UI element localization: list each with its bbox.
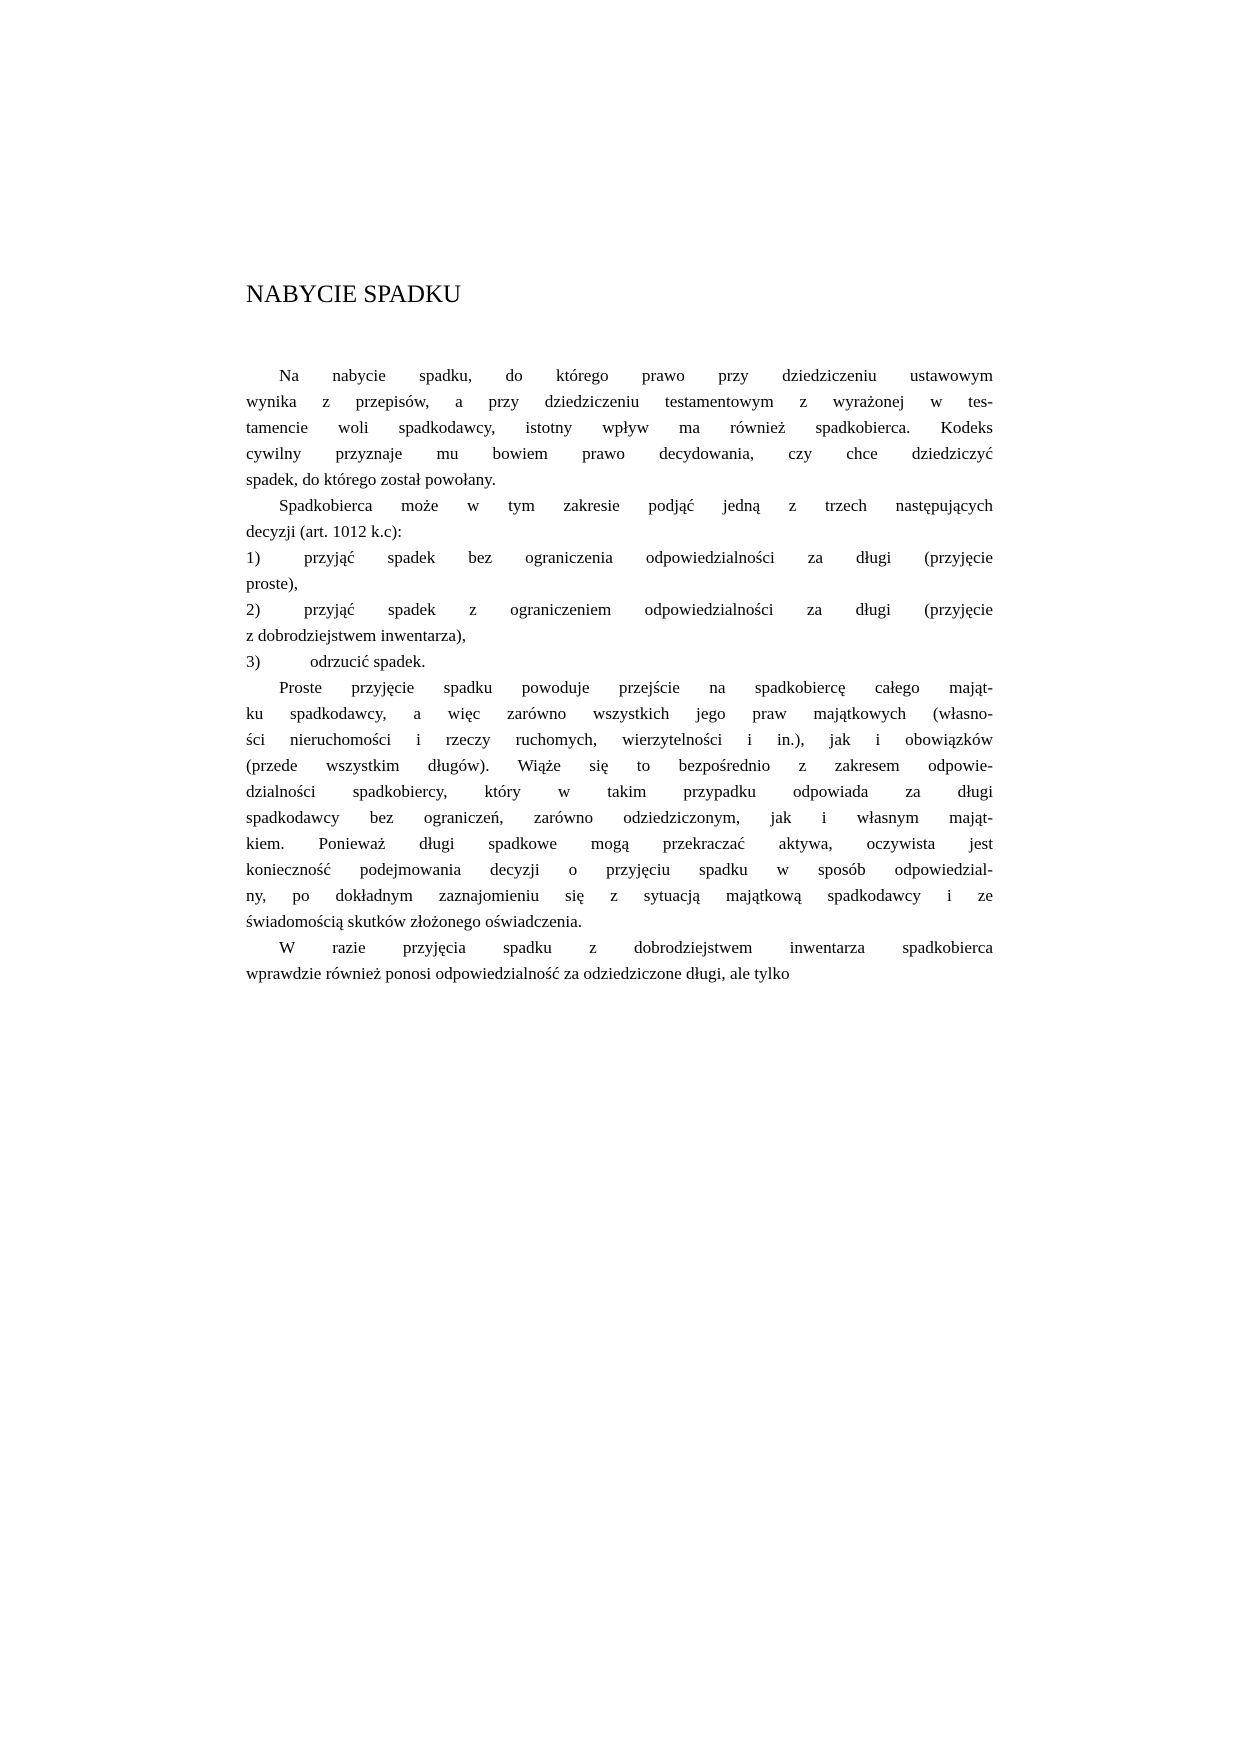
text-line: (przede wszystkim długów). Wiąże się to bezpośrednio z zakresem odpowie- [246,756,993,775]
text-line: Proste przyjęcie spadku powoduje przejście na spadkobiercę całego mająt- [279,678,993,697]
text-line: ści nieruchomości i rzeczy ruchomych, wierzytelności i in.), jak i obowiązków [246,730,993,749]
list-item-text: odrzucić spadek. [310,652,426,671]
list-number: 3) [246,652,261,671]
text-line: ku spadkodawcy, a więc zarówno wszystkich jego praw majątkowych (własno- [246,704,993,723]
list-item-text: przyjąć spadek z ograniczeniem odpowiedzialności za długi (przyjęcie [304,600,993,619]
text-line: wprawdzie również ponosi odpowiedzialność za odziedziczone długi, ale tylko [246,964,790,983]
list-item [246,545,993,571]
text-line: świadomością skutków złożonego oświadczenia. [246,912,583,931]
text-line: cywilny przyznaje mu bowiem prawo decydowania, czy chce dziedziczyć [246,444,993,463]
list-item [246,597,993,623]
text-line: kiem. Ponieważ długi spadkowe mogą przekraczać aktywa, oczywista jest [246,834,993,853]
text-line: spadkodawcy bez ograniczeń, zarówno odziedziczonym, jak i własnym mająt- [246,808,993,827]
text-line: konieczność podejmowania decyzji o przyjęciu spadku w sposób odpowiedzial- [246,860,993,879]
list-number: 2) [246,600,261,619]
document-title: NABYCIE SPADKU [246,281,462,308]
list-item-text: przyjąć spadek bez ograniczenia odpowiedzialności za długi (przyjęcie [304,548,993,567]
list-item [246,649,993,675]
text-line: decyzji (art. 1012 k.c): [246,522,403,541]
text-line: proste), [246,574,299,593]
text-line: tamencie woli spadkodawcy, istotny wpływ ma również spadkobierca. Kodeks [246,418,993,437]
text-line: Na nabycie spadku, do którego prawo przy dziedziczeniu ustawowym [279,366,993,385]
text-line: dzialności spadkobiercy, który w takim przypadku odpowiada za długi [246,782,993,801]
text-line: spadek, do którego został powołany. [246,470,496,489]
text-line: Spadkobierca może w tym zakresie podjąć jedną z trzech następujących [279,496,993,515]
text-line: ny, po dokładnym zaznajomieniu się z sytuacją majątkową spadkodawcy i ze [246,886,993,905]
text-line: z dobrodziejstwem inwentarza), [246,626,467,645]
document-body [246,363,993,987]
text-line: W razie przyjęcia spadku z dobrodziejstwem inwentarza spadkobierca [279,938,993,957]
list-number: 1) [246,548,261,567]
text-line: wynika z przepisów, a przy dziedziczeniu testamentowym z wyrażonej w tes- [246,392,993,411]
